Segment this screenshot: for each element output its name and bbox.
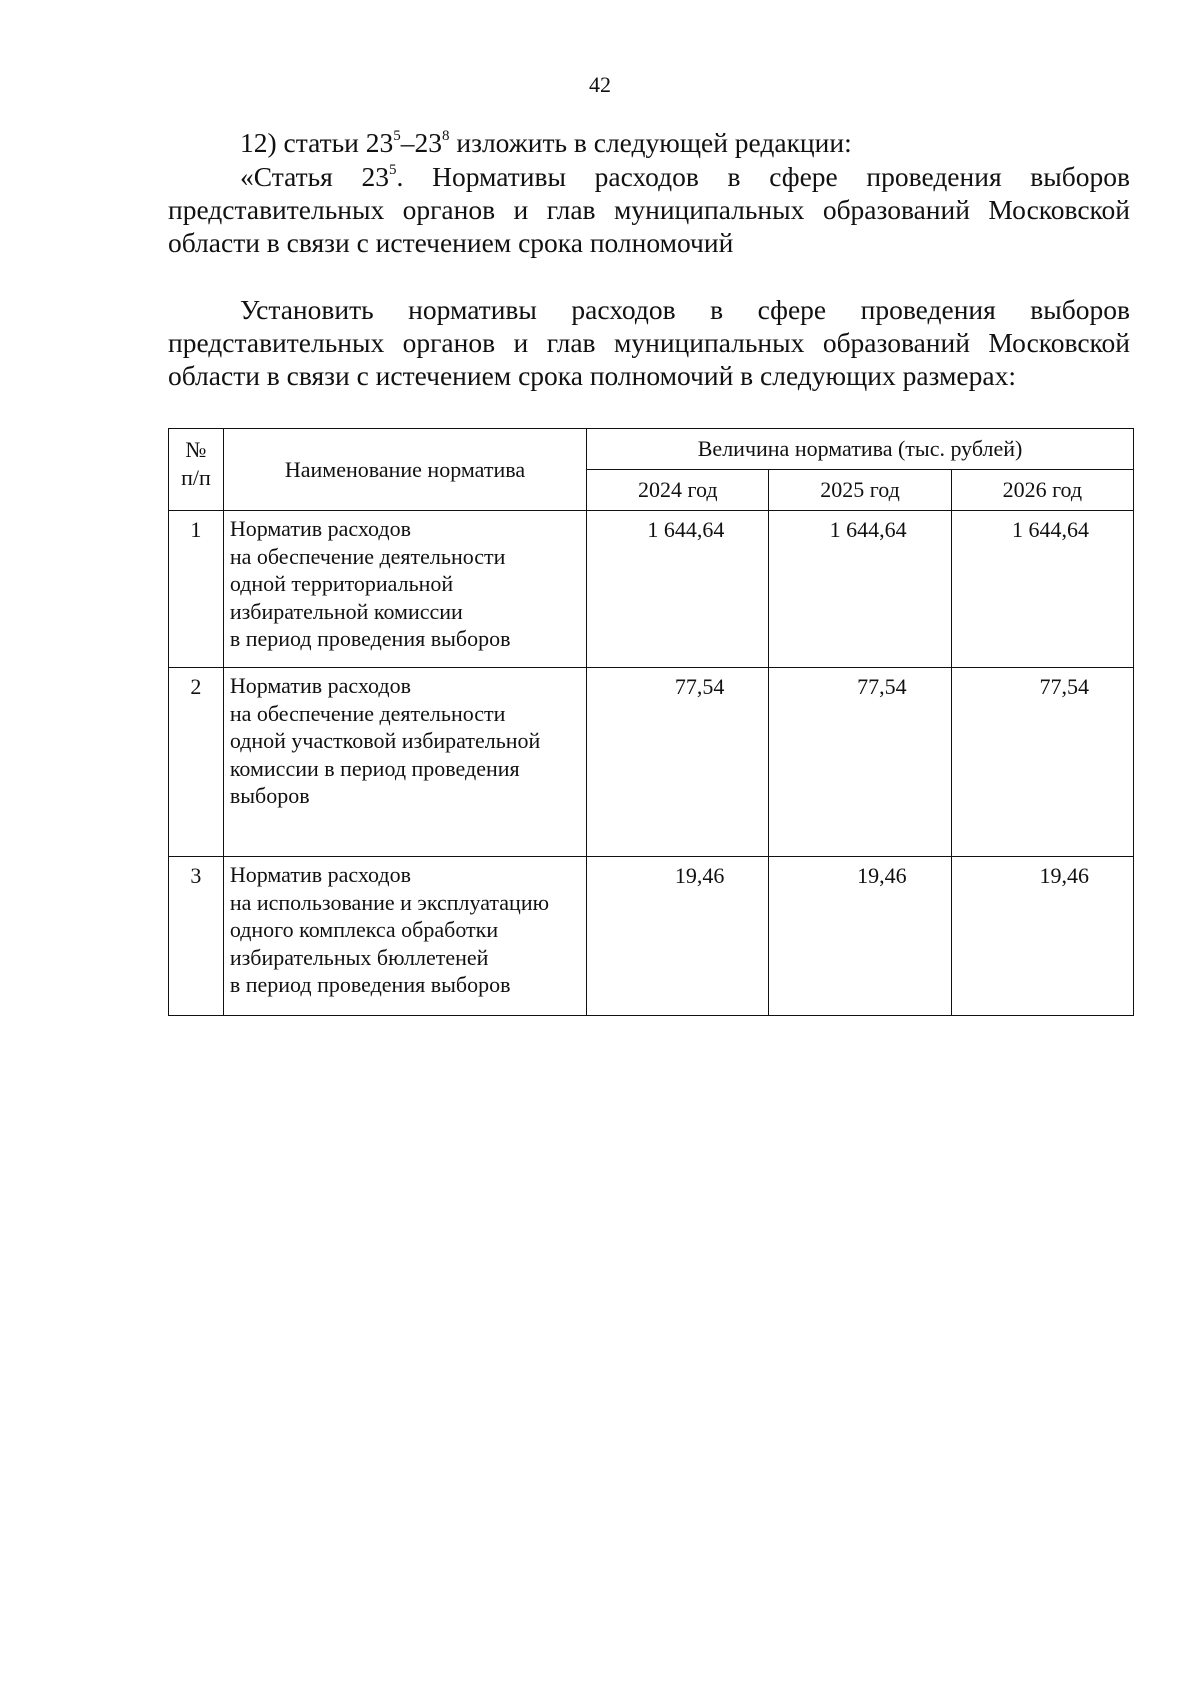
row-norm-name-line: одной территориальной [229, 571, 454, 596]
row-norm-name [223, 857, 586, 1016]
row-norm-name-line: одного комплекса обработки [229, 917, 499, 942]
row-norm-name-line: одной участковой избирательной [229, 728, 541, 753]
amendment-item-sup-2: 8 [442, 127, 450, 144]
header-norm-value-group: Величина норматива (тыс. рублей) [587, 429, 1134, 470]
row-norm-name [223, 668, 586, 857]
article-heading-title: . Нормативы расходов в сфере проведения выборов представительных органов и глав муниципальных образований Московской области в связи с истечением срока полномочий [168, 161, 1130, 258]
row-norm-name-line: комиссии в период проведения [229, 755, 520, 781]
header-number [169, 429, 224, 511]
row-norm-name-line: избирательных бюллетеней [229, 944, 489, 970]
table-row [169, 511, 1134, 668]
table-row [169, 668, 1134, 857]
row-value-2026: 77,54 [951, 668, 1133, 857]
row-norm-name-line: избирательной комиссии [229, 598, 463, 624]
amendment-item [168, 126, 1130, 159]
norms-table [168, 428, 1134, 1016]
article-body: Установить нормативы расходов в сфере проведения выборов представительных органов и глав муниципальных образований Московской области в связи с истечением срока полномочий в следующих размерах: [168, 294, 1130, 391]
row-value-2026: 19,46 [951, 857, 1133, 1016]
header-year-2024: 2024 год [587, 470, 769, 511]
row-norm-name-line: Норматив расходов [229, 673, 411, 698]
row-norm-name-line: на обеспечение деятельности [229, 700, 506, 726]
row-norm-name-line: в период проведения выборов [229, 972, 511, 997]
row-norm-name-line: выборов [229, 783, 310, 808]
row-norm-name-line: на обеспечение деятельности [229, 543, 506, 569]
amendment-item-sup-1: 5 [393, 127, 401, 144]
row-number: 1 [169, 511, 224, 668]
row-value-2024: 77,54 [587, 668, 769, 857]
row-value-2026: 1 644,64 [951, 511, 1133, 668]
row-value-2024: 1 644,64 [587, 511, 769, 668]
row-norm-name [223, 511, 586, 668]
header-year-2025: 2025 год [769, 470, 951, 511]
row-value-2025: 19,46 [769, 857, 951, 1016]
table-row [169, 857, 1134, 1016]
header-year-2026: 2026 год [951, 470, 1133, 511]
header-number-line-2: п/п [181, 465, 211, 490]
article-heading-sup: 5 [389, 161, 397, 178]
table-header-row [169, 429, 1134, 470]
row-norm-name-line: Норматив расходов [229, 516, 411, 541]
amendment-item-suffix: изложить в следующей редакции: [449, 127, 852, 158]
row-value-2025: 77,54 [769, 668, 951, 857]
header-norm-name: Наименование норматива [223, 429, 586, 511]
row-norm-name-line: Норматив расходов [229, 862, 411, 887]
amendment-item-prefix: 12) статьи 23 [240, 127, 394, 158]
article-heading-prefix: «Статья 23 [240, 161, 389, 192]
amendment-item-dash: –23 [400, 127, 442, 158]
row-norm-name-line: в период проведения выборов [229, 626, 511, 651]
row-value-2025: 1 644,64 [769, 511, 951, 668]
header-number-line-1: № [185, 437, 207, 462]
page-number: 42 [589, 72, 611, 97]
row-norm-name-line: на использование и эксплуатацию [229, 889, 550, 915]
row-value-2024: 19,46 [587, 857, 769, 1016]
row-number: 3 [169, 857, 224, 1016]
row-number: 2 [169, 668, 224, 857]
article-heading [168, 160, 1130, 259]
